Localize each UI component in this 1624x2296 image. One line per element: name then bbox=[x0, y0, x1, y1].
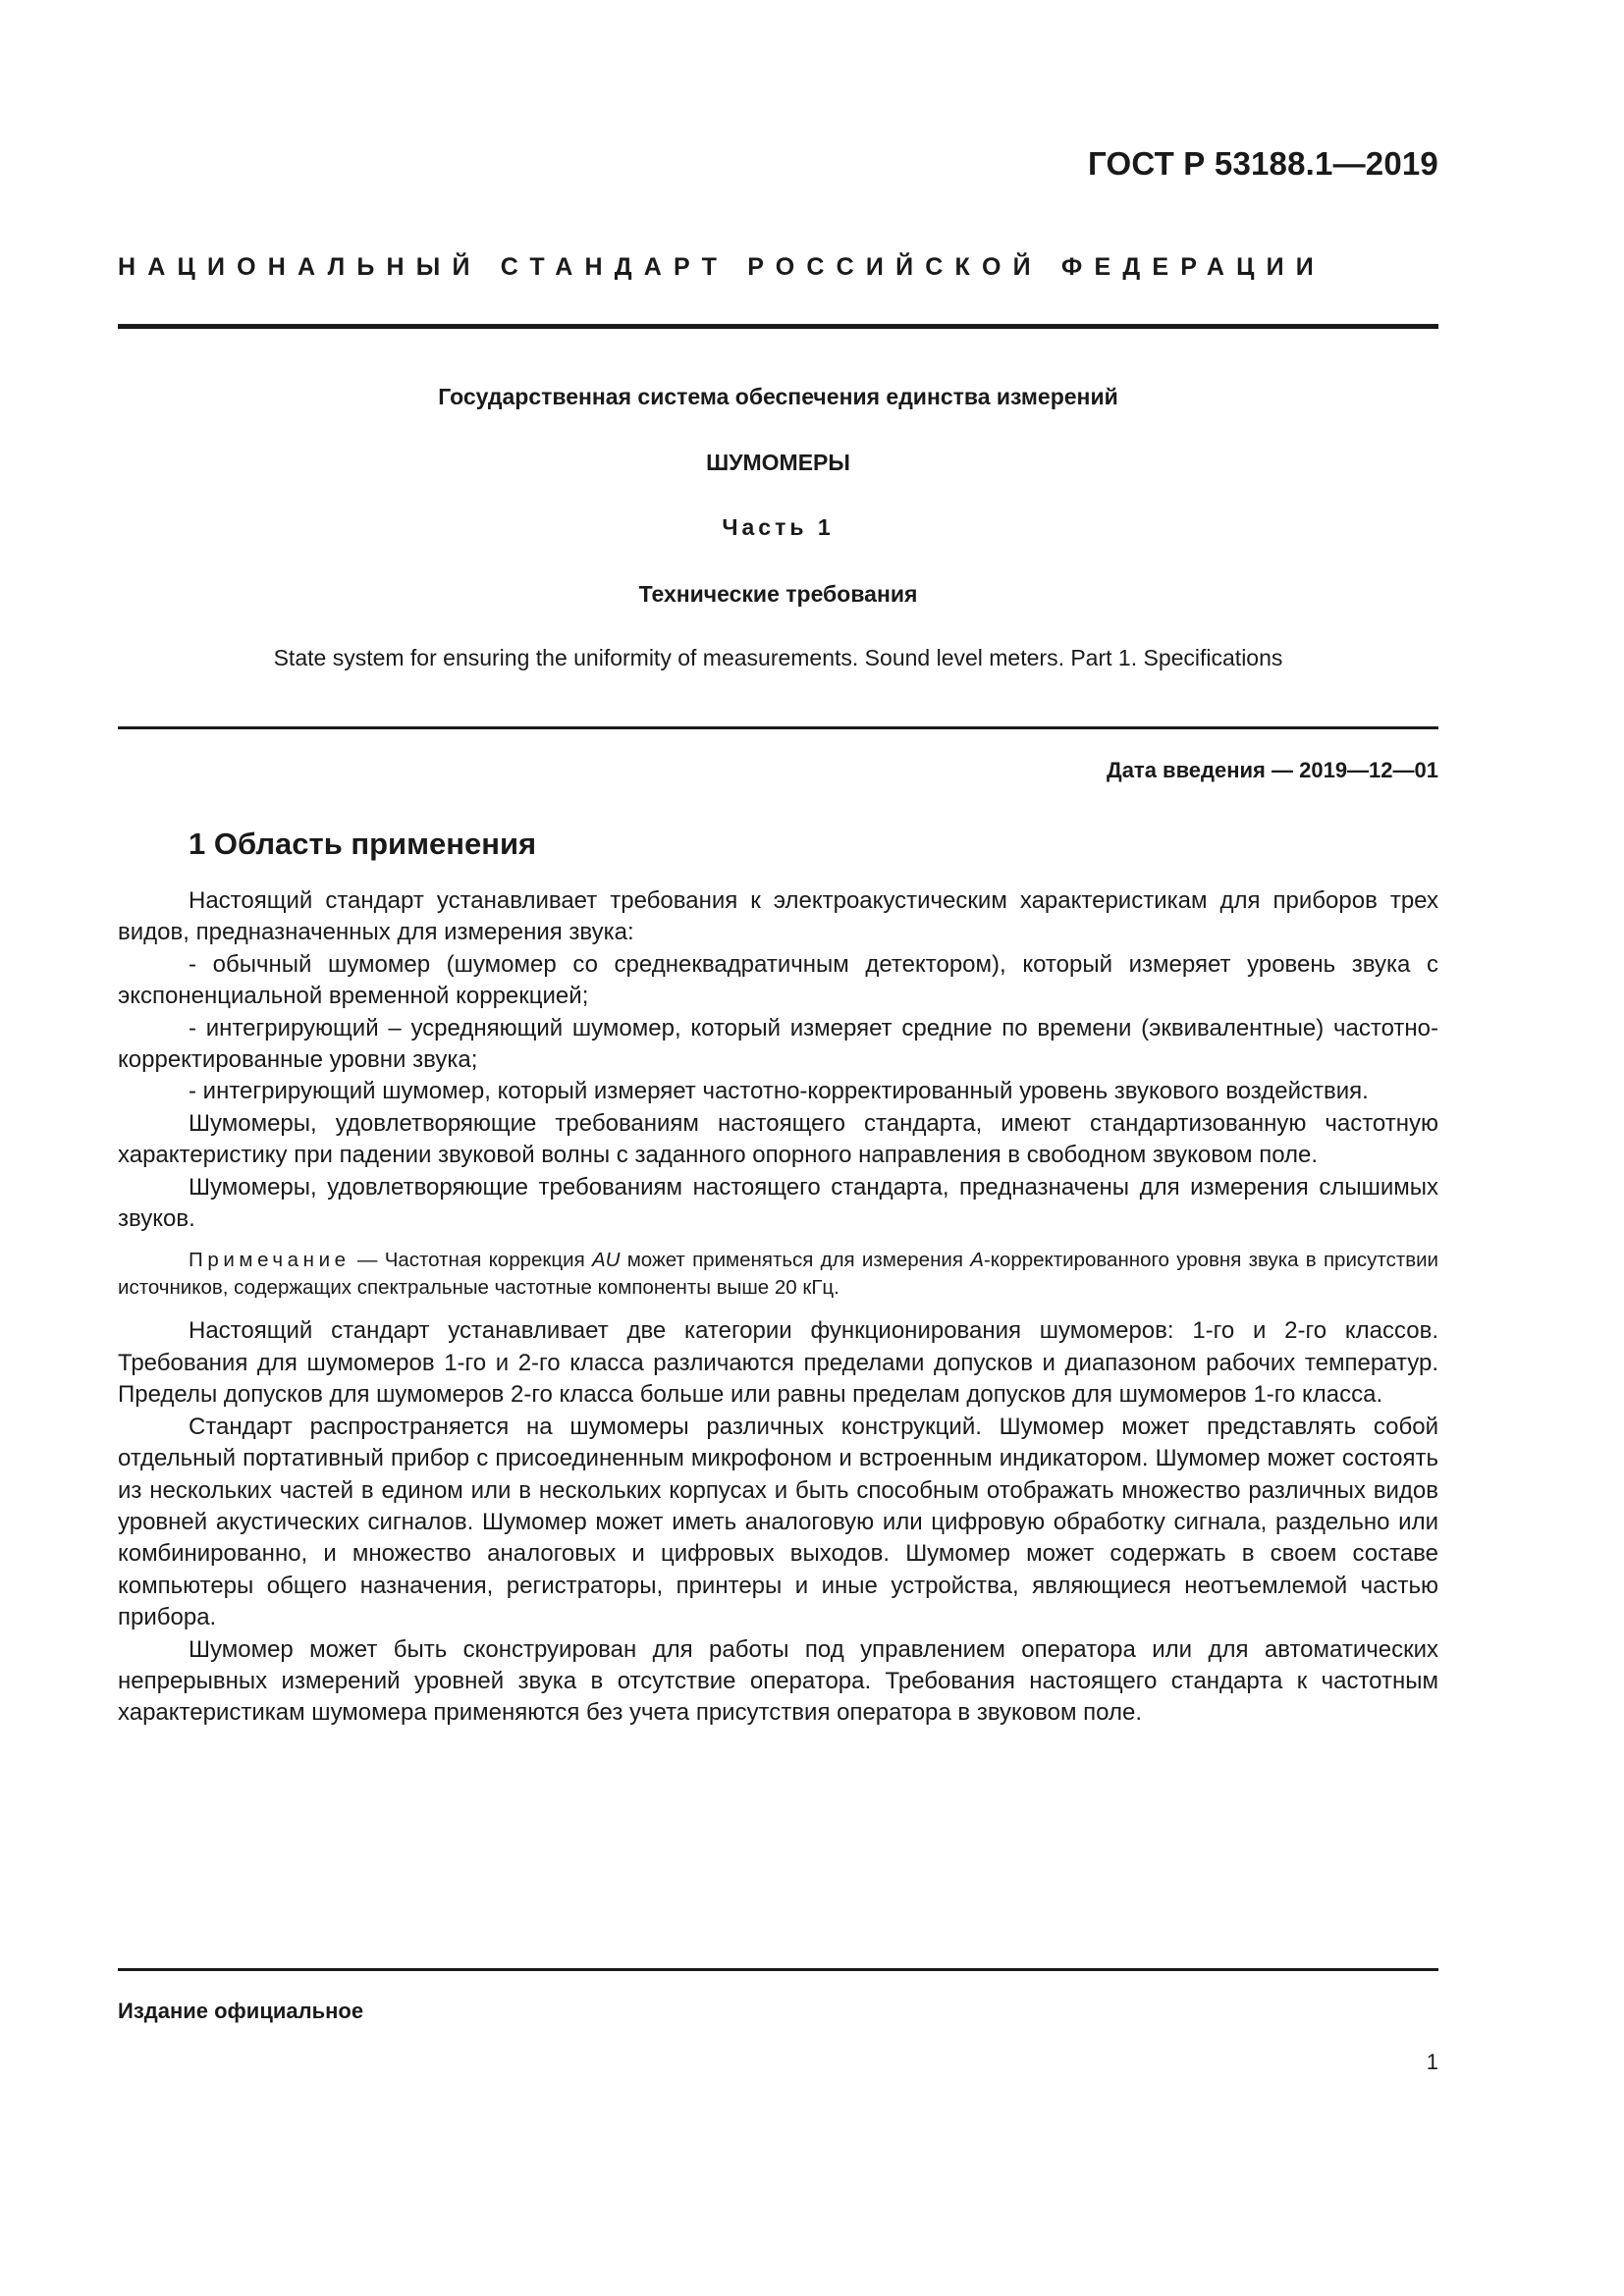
document-page bbox=[118, 0, 1438, 2296]
paragraph: Стандарт распространяется на шумомеры различных конструкций. Шумомер может представлять собой отдельный портативный прибор с присоединенным микрофоном и встроенным индикатором. Шумомер может состоять из нескольких частей в едином или в нескольких корпусах и быть способным отображать множество различных видов уровней акустических сигналов. Шумомер может иметь аналоговую или цифровую обработку сигнала, раздельно или комбинированно, и множество аналоговых и цифровых выходов. Шумомер может содержать в своем составе компьютеры общего назначения, регистраторы, принтеры и иные устройства, являющиеся неотъемлемой частью прибора. bbox=[118, 1413, 1438, 1631]
section-body bbox=[118, 885, 1438, 1730]
note-text: -корректированного уровня звука в присутствии источников, содержащих спектральные частотные компоненты выше 20 кГц. bbox=[118, 1249, 1438, 1300]
note-text: Частотная коррекция bbox=[384, 1249, 592, 1272]
note-label: Примечание bbox=[189, 1249, 351, 1272]
english-title: State system for ensuring the uniformity of measurements. Sound level meters. Part 1. Specifications bbox=[273, 645, 1283, 670]
paragraph: Шумомер может быть сконструирован для работы под управлением оператора или для автоматических непрерывных измерений уровней звука в отсутствие оператора. Требования настоящего стандарта к частотным характеристикам шумомера применяются без учета присутствия оператора в звуковом поле. bbox=[118, 1635, 1438, 1727]
note bbox=[118, 1247, 1438, 1302]
note-dash: — bbox=[350, 1249, 385, 1272]
document-number: ГОСТ Р 53188.1—2019 bbox=[1088, 145, 1438, 182]
note-text: может применяться для измерения bbox=[620, 1249, 971, 1272]
paragraph: Настоящий стандарт устанавливает две категории функционирования шумомеров: 1-го и 2-го классов. Требования для шумомеров 1-го и 2-го класса различаются пределами допусков и диапазоном рабочих температур. Пределы допусков для шумомеров 2-го класса больше или равны пределам допусков для шумомеров 1-го класса. bbox=[118, 1317, 1438, 1409]
note-italic-term: A bbox=[970, 1249, 984, 1272]
paragraph: Настоящий стандарт устанавливает требования к электроакустическим характеристикам для приборов трех видов, предназначенных для измерения звука: bbox=[118, 887, 1438, 946]
note-italic-term: AU bbox=[591, 1249, 621, 1272]
page-number: 1 bbox=[1426, 2050, 1438, 2074]
list-item: - интегрирующий шумомер, который измеряет частотно-корректированный уровень звукового воздействия. bbox=[189, 1078, 1369, 1105]
introduction-date: Дата введения — 2019—12—01 bbox=[1107, 758, 1438, 782]
system-title: Государственная система обеспечения единства измерений bbox=[438, 384, 1118, 409]
part-label: Часть 1 bbox=[722, 514, 835, 540]
title-divider bbox=[118, 726, 1438, 729]
paragraph: Шумомеры, удовлетворяющие требованиям настоящего стандарта, предназначены для измерения слышимых звуков. bbox=[118, 1173, 1438, 1233]
header-divider bbox=[118, 324, 1438, 329]
official-edition-label: Издание официальное bbox=[118, 1999, 364, 2023]
footer-divider bbox=[118, 1968, 1438, 1971]
national-standard-title: НАЦИОНАЛЬНЫЙ СТАНДАРТ РОССИЙСКОЙ ФЕДЕРАЦИИ bbox=[118, 253, 1326, 281]
paragraph: Шумомеры, удовлетворяющие требованиям настоящего стандарта, имеют стандартизованную частотную характеристику при падении звуковой волны с заданного опорного направления в свободном звуковом поле. bbox=[118, 1109, 1438, 1169]
list-item: - интегрирующий – усредняющий шумомер, который измеряет средние по времени (эквивалентные) частотно-корректированные уровни звука; bbox=[118, 1014, 1438, 1074]
standard-name: ШУМОМЕРЫ bbox=[706, 450, 850, 475]
standard-subtitle: Технические требования bbox=[638, 581, 918, 607]
section-heading: 1 Область применения bbox=[189, 827, 537, 861]
list-item: - обычный шумомер (шумомер со среднеквадратичным детектором), который измеряет уровень звука с экспоненциальной временной коррекцией; bbox=[118, 950, 1438, 1010]
